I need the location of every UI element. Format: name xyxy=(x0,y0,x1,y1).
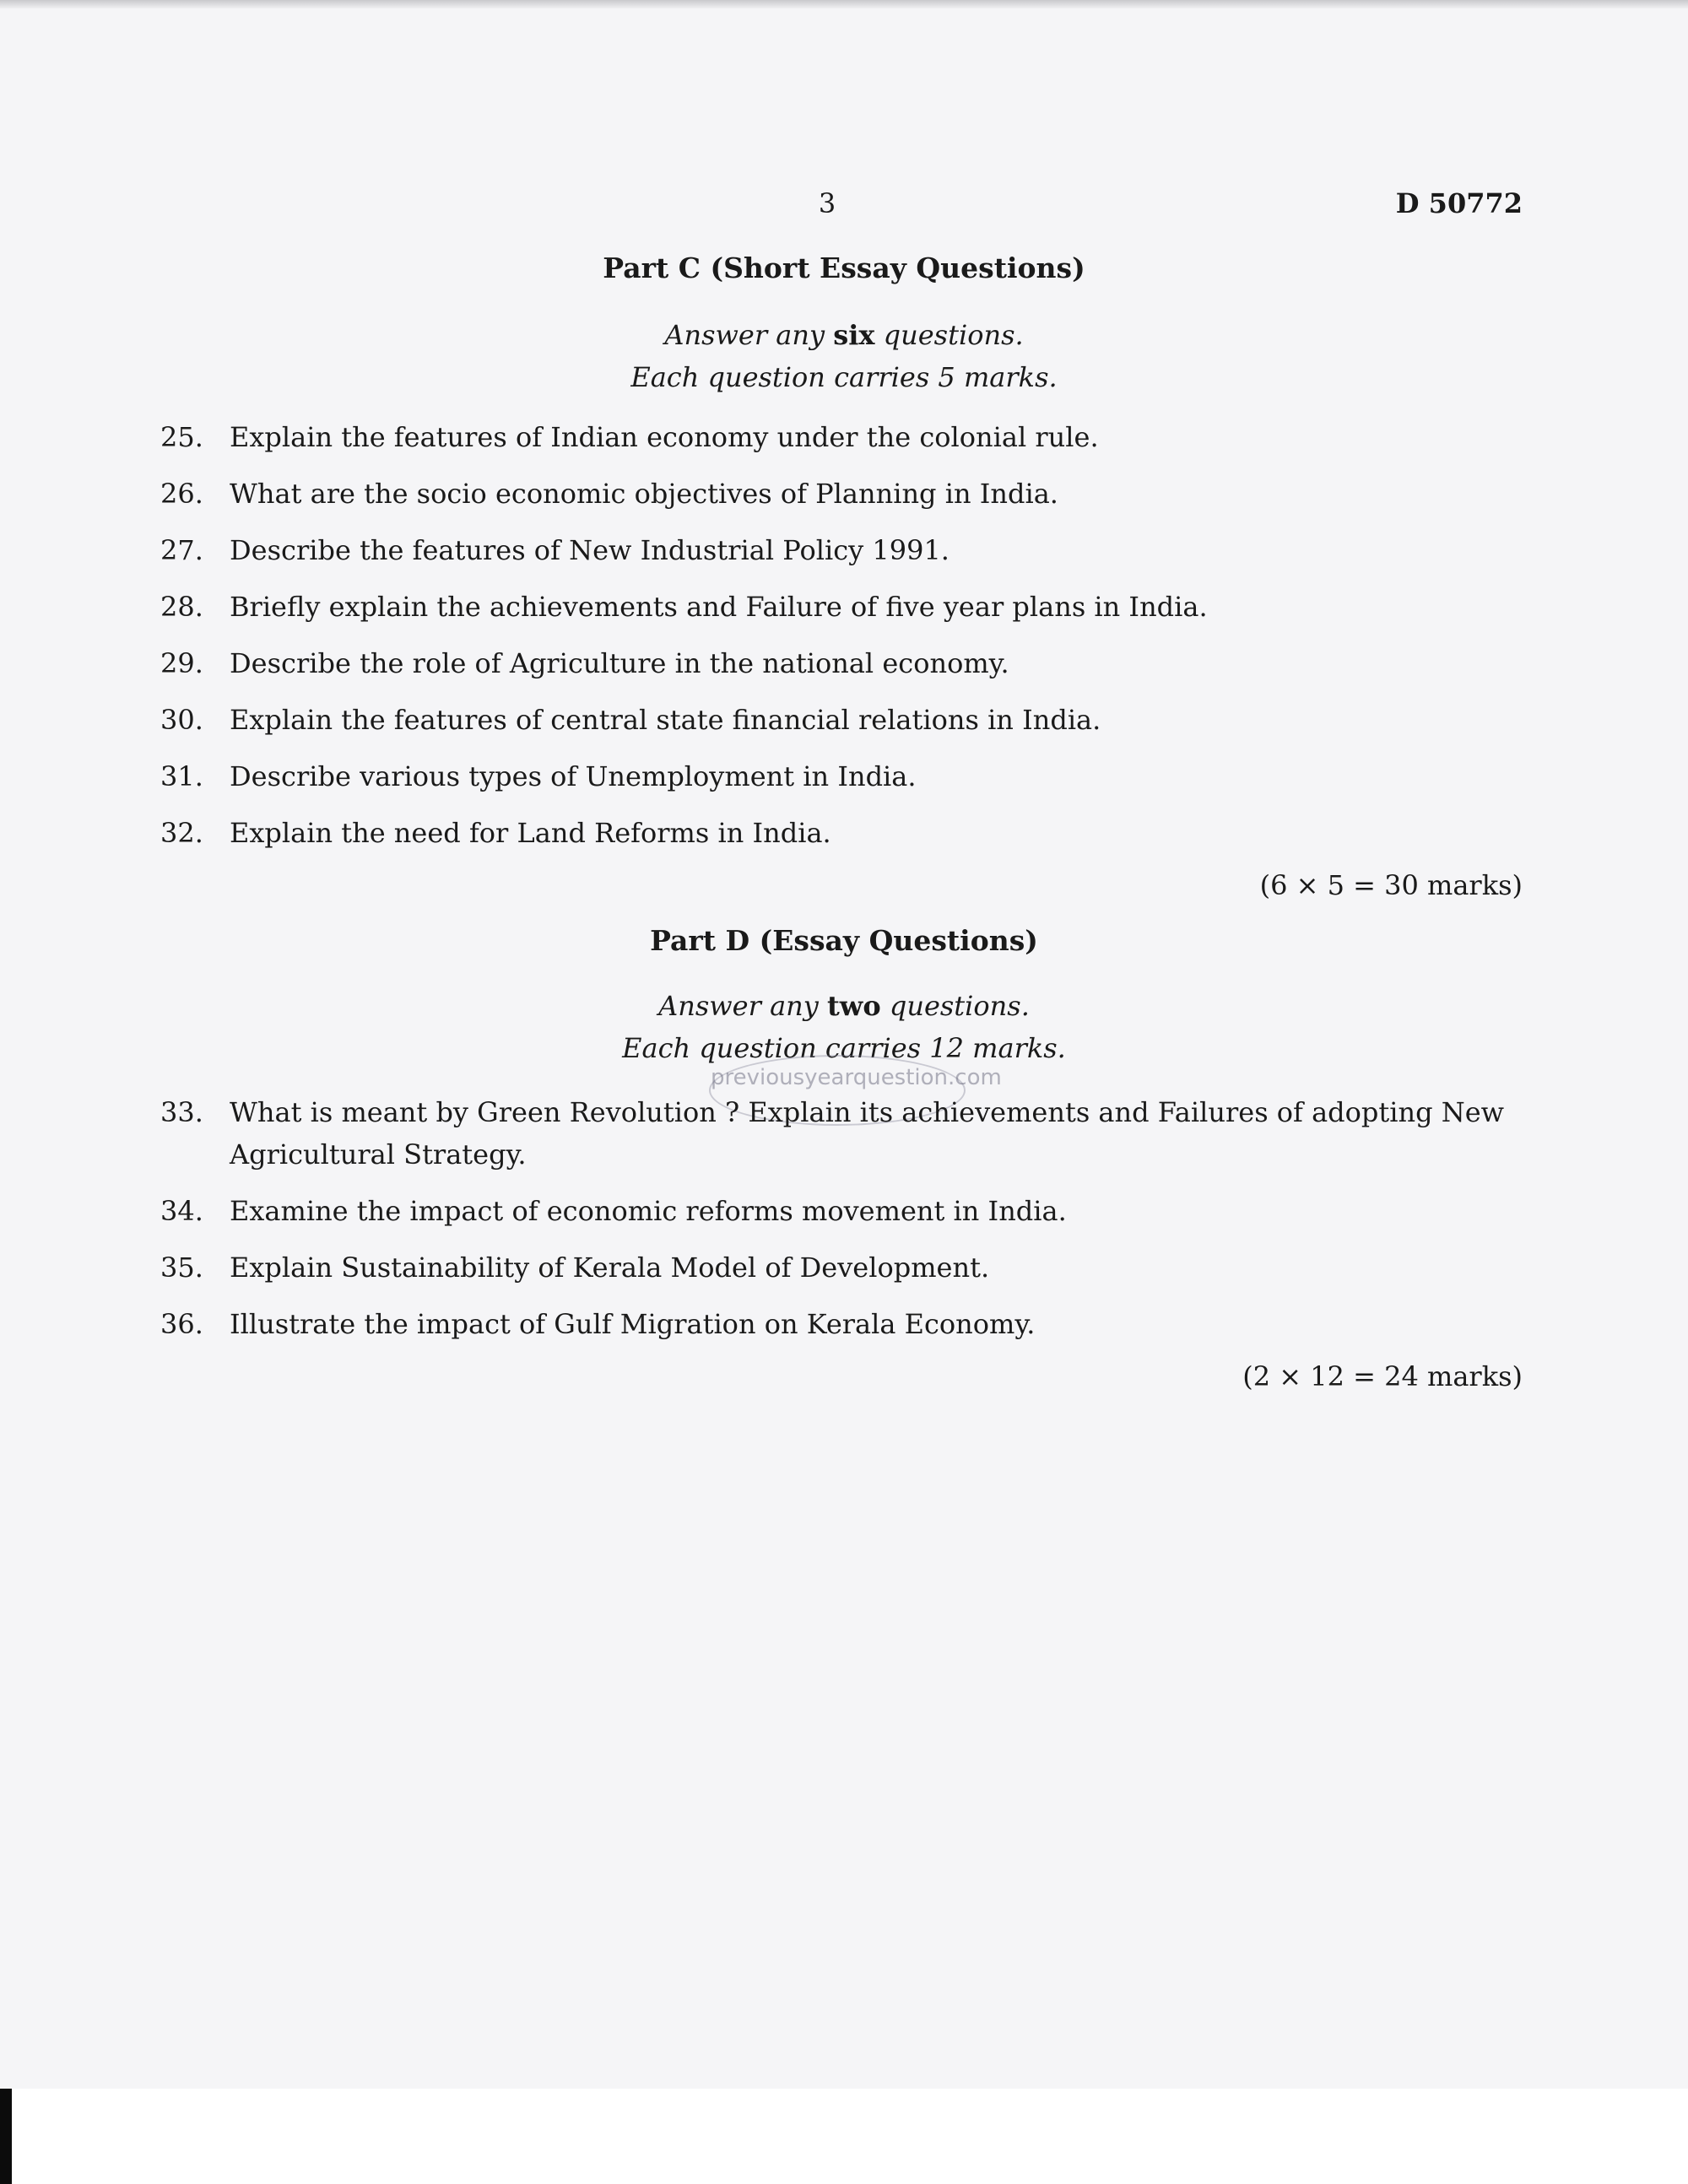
question-number: 25. xyxy=(160,421,203,453)
question-36 xyxy=(160,1303,1528,1345)
part-d-total-marks: (2 × 12 = 24 marks) xyxy=(1242,1360,1523,1392)
question-number: 32. xyxy=(160,817,203,849)
question-text: Explain the features of central state financial relations in India. xyxy=(230,704,1101,736)
question-text: What is meant by Green Revolution ? Explain its achievements and Failures of adopting New Agricultural Strategy. xyxy=(230,1096,1505,1170)
question-text: Describe various types of Unemployment in India. xyxy=(230,760,917,792)
part-c-instruction: Answer any six questions. xyxy=(664,319,1024,351)
question-number: 27. xyxy=(160,534,203,566)
question-text: Examine the impact of economic reforms movement in India. xyxy=(230,1195,1067,1227)
scan-edge-bar xyxy=(0,2089,12,2184)
question-27 xyxy=(160,529,1528,571)
question-25 xyxy=(160,416,1528,458)
scan-bottom-margin xyxy=(0,2089,1688,2184)
question-35 xyxy=(160,1246,1528,1289)
part-c-marks-note: Each question carries 5 marks. xyxy=(630,361,1058,393)
question-text: What are the socio economic objectives of Planning in India. xyxy=(230,478,1058,510)
paper-code: D 50772 xyxy=(1395,187,1523,219)
question-32 xyxy=(160,812,1528,854)
part-d-title: Part D (Essay Questions) xyxy=(650,924,1038,957)
question-number: 26. xyxy=(160,478,203,510)
question-33 xyxy=(160,1091,1528,1176)
question-29 xyxy=(160,642,1528,684)
watermark-stamp: previousyearquestion.com xyxy=(709,1055,966,1126)
question-number: 31. xyxy=(160,760,203,792)
question-text: Explain Sustainability of Kerala Model of Development. xyxy=(230,1251,990,1284)
page-number: 3 xyxy=(818,187,836,219)
question-34 xyxy=(160,1190,1528,1232)
question-text: Briefly explain the achievements and Failure of five year plans in India. xyxy=(230,591,1208,623)
part-c-total-marks: (6 × 5 = 30 marks) xyxy=(1259,869,1523,901)
question-text: Describe the features of New Industrial Policy 1991. xyxy=(230,534,950,566)
part-d-instruction: Answer any two questions. xyxy=(658,990,1030,1022)
question-text: Illustrate the impact of Gulf Migration on Kerala Economy. xyxy=(230,1308,1036,1340)
question-number: 36. xyxy=(160,1308,203,1340)
question-text: Explain the need for Land Reforms in India. xyxy=(230,817,831,849)
question-number: 28. xyxy=(160,591,203,623)
question-number: 35. xyxy=(160,1251,203,1284)
part-d-marks-note: Each question carries 12 marks. xyxy=(622,1032,1066,1064)
question-text: Describe the role of Agriculture in the national economy. xyxy=(230,647,1009,679)
question-number: 29. xyxy=(160,647,203,679)
question-28 xyxy=(160,586,1528,628)
question-31 xyxy=(160,755,1528,797)
question-text: Explain the features of Indian economy under the colonial rule. xyxy=(230,421,1099,453)
question-number: 33. xyxy=(160,1096,203,1128)
question-26 xyxy=(160,473,1528,515)
part-c-title: Part C (Short Essay Questions) xyxy=(603,251,1085,284)
question-number: 34. xyxy=(160,1195,203,1227)
question-30 xyxy=(160,699,1528,741)
question-number: 30. xyxy=(160,704,203,736)
